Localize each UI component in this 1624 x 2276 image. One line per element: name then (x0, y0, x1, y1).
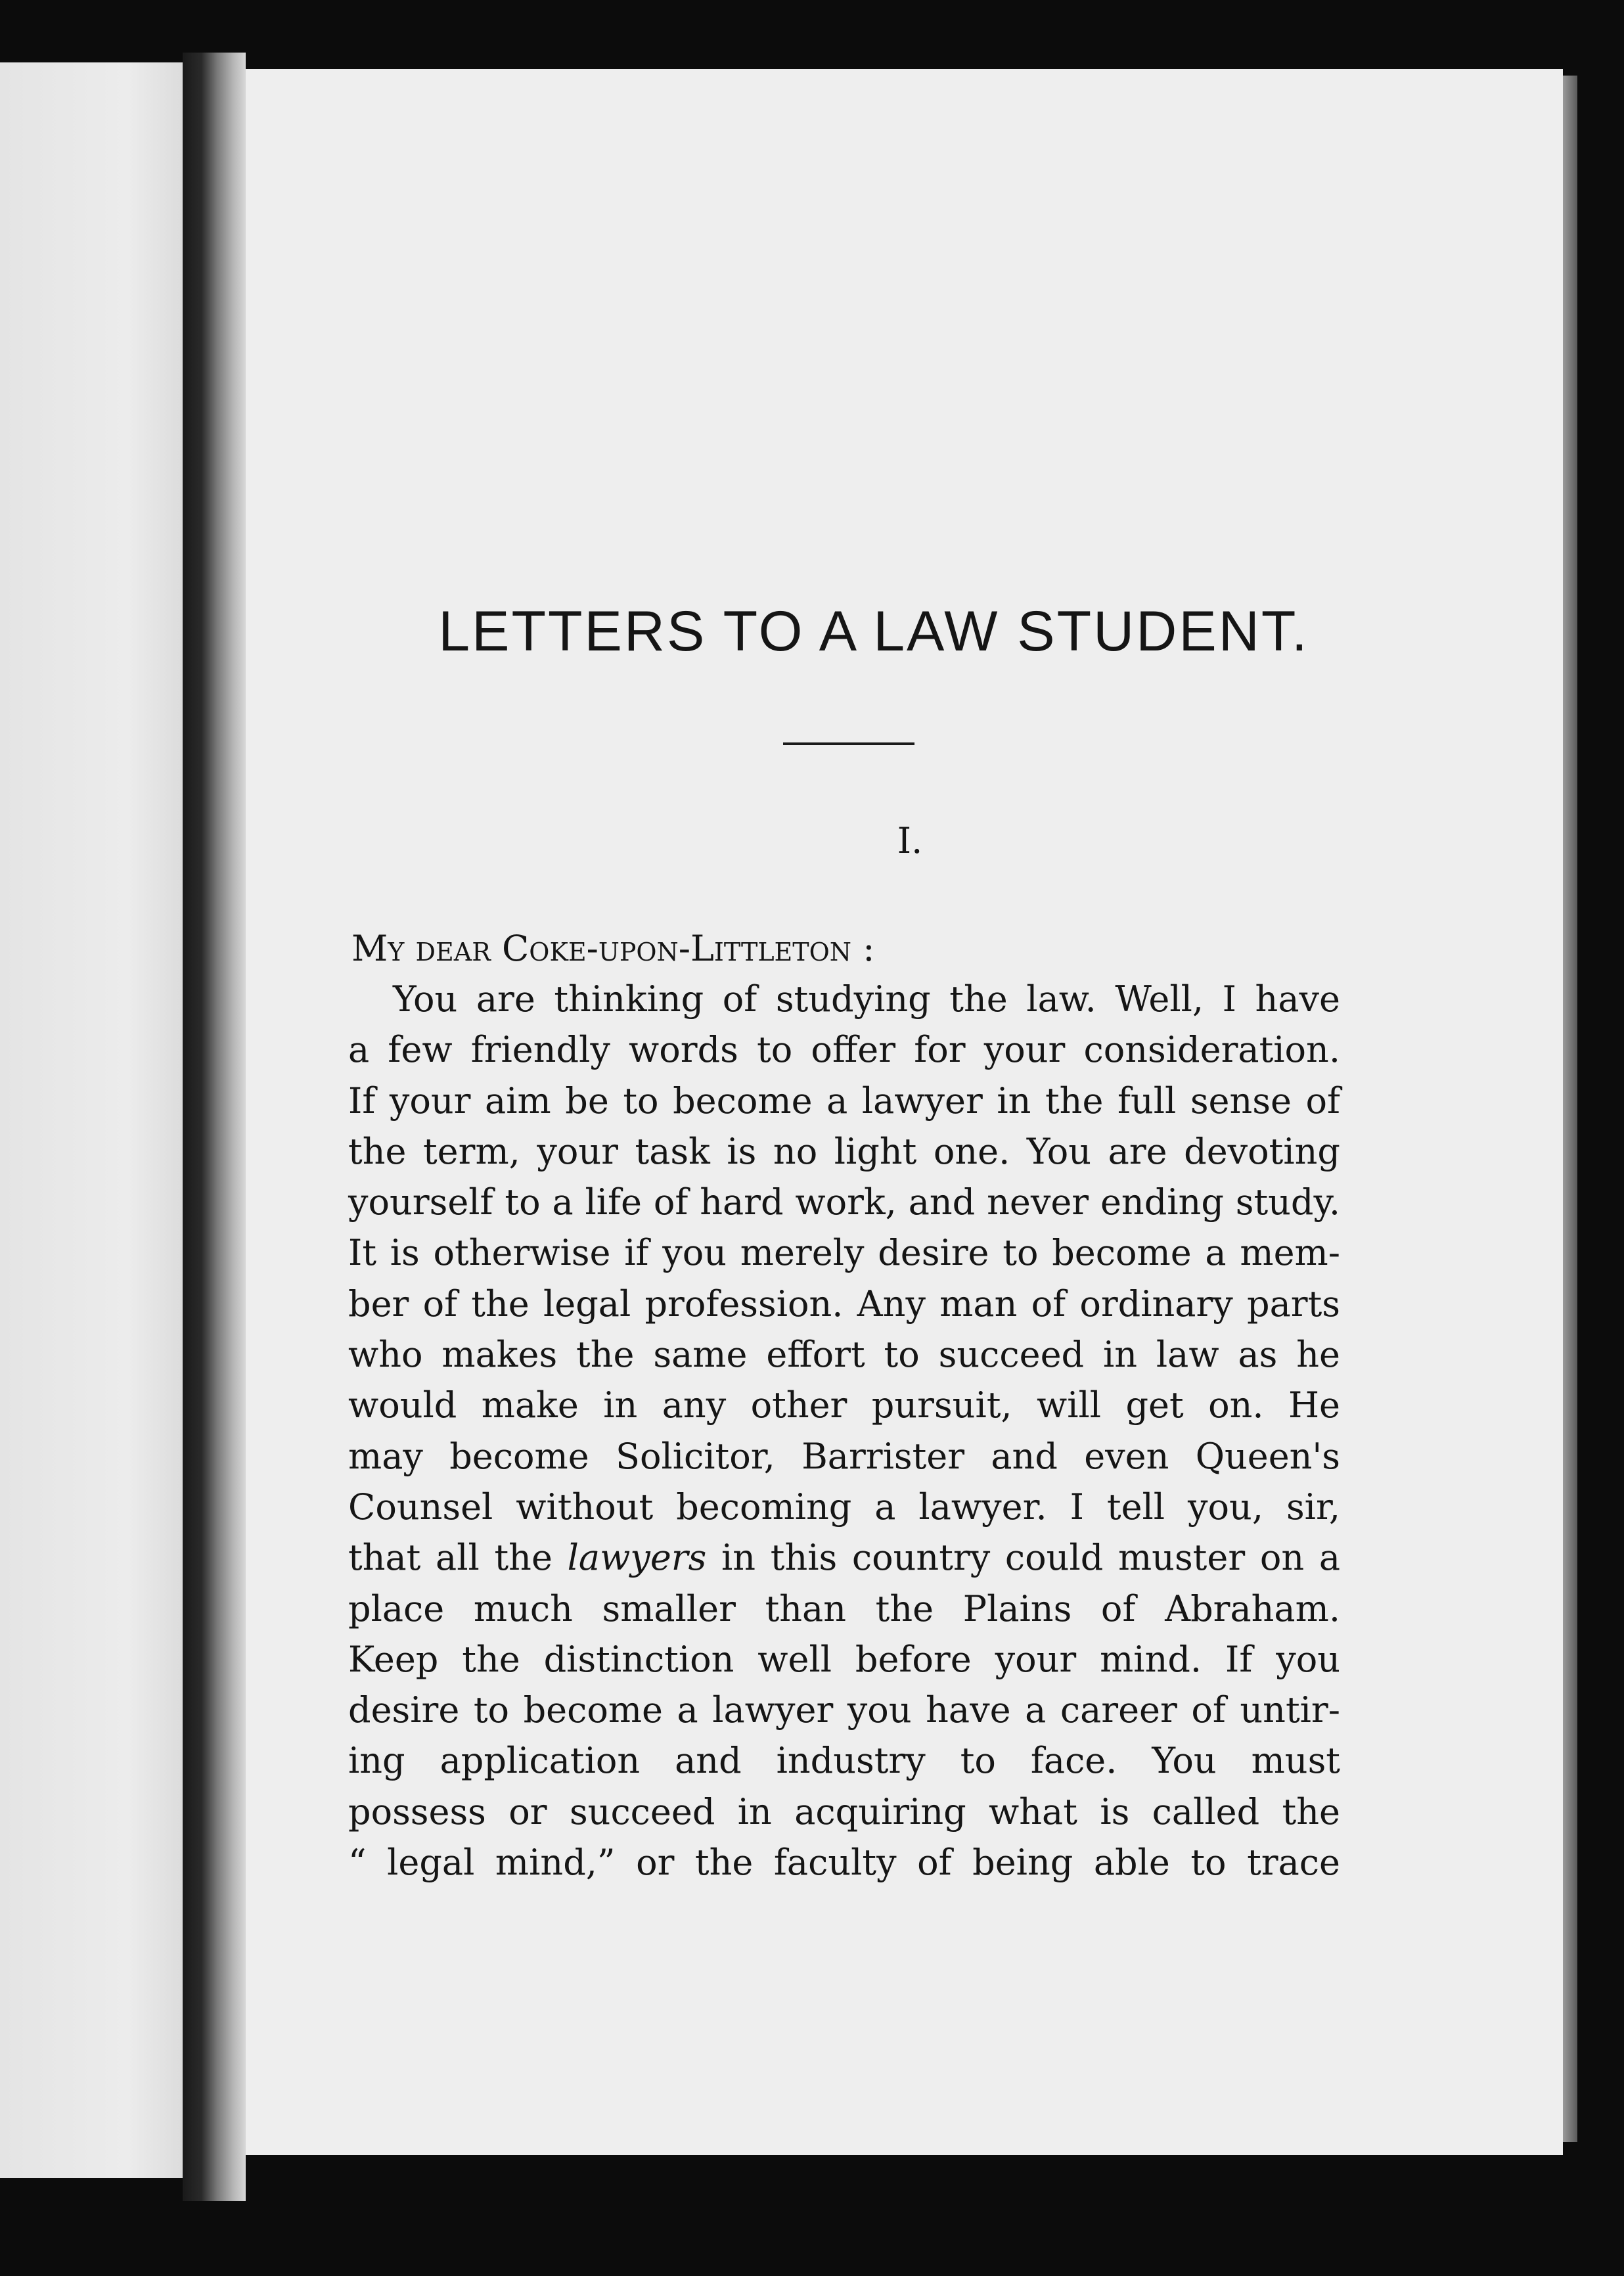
section-numeral: I. (897, 820, 923, 861)
text-line: It is otherwise if you merely desire to become a mem- (348, 1232, 1340, 1274)
text-line: the term, your task is no light one. You are devoting (348, 1130, 1340, 1172)
text-line: a few friendly words to offer for your consideration. (348, 1029, 1340, 1071)
book-gutter (183, 53, 246, 2201)
body-paragraph (348, 974, 1340, 1888)
title-divider (783, 742, 914, 745)
italic-word: lawyers (567, 1537, 707, 1579)
text-line: “ legal mind,” or the faculty of being able to trace (348, 1842, 1340, 1884)
text-line: possess or succeed in acquiring what is called the (348, 1790, 1340, 1832)
text-line: Counsel without becoming a lawyer. I tell you, sir, (348, 1486, 1340, 1528)
text-line (348, 1532, 1340, 1583)
text-line: If your aim be to become a lawyer in the full sense of (348, 1080, 1340, 1122)
page-title: LETTERS TO A LAW STUDENT. (438, 600, 1309, 663)
previous-page-edge (0, 62, 183, 2178)
text-line: You are thinking of studying the law. Well, I have (393, 978, 1340, 1020)
salutation: My dear Coke-upon-Littleton : (351, 928, 875, 969)
text-line: ber of the legal profession. Any man of ordinary parts (348, 1283, 1340, 1325)
text-line: who makes the same effort to succeed in law as he (348, 1334, 1340, 1376)
text-line: may become Solicitor, Barrister and even Queen's (348, 1435, 1340, 1477)
text-line: place much smaller than the Plains of Abraham. (348, 1587, 1340, 1629)
text-line: Keep the distinction well before your mind. If you (348, 1638, 1340, 1680)
text-line: yourself to a life of hard work, and never ending study. (348, 1181, 1340, 1223)
text-line: desire to become a lawyer you have a career of untir- (348, 1689, 1340, 1731)
text-line: would make in any other pursuit, will get on. He (348, 1384, 1340, 1426)
text-segment: that all the (348, 1537, 553, 1579)
page-stack-edge (1563, 76, 1577, 2142)
text-segment: in this country could muster on a (721, 1537, 1341, 1579)
text-line: ing application and industry to face. You must (348, 1740, 1340, 1782)
